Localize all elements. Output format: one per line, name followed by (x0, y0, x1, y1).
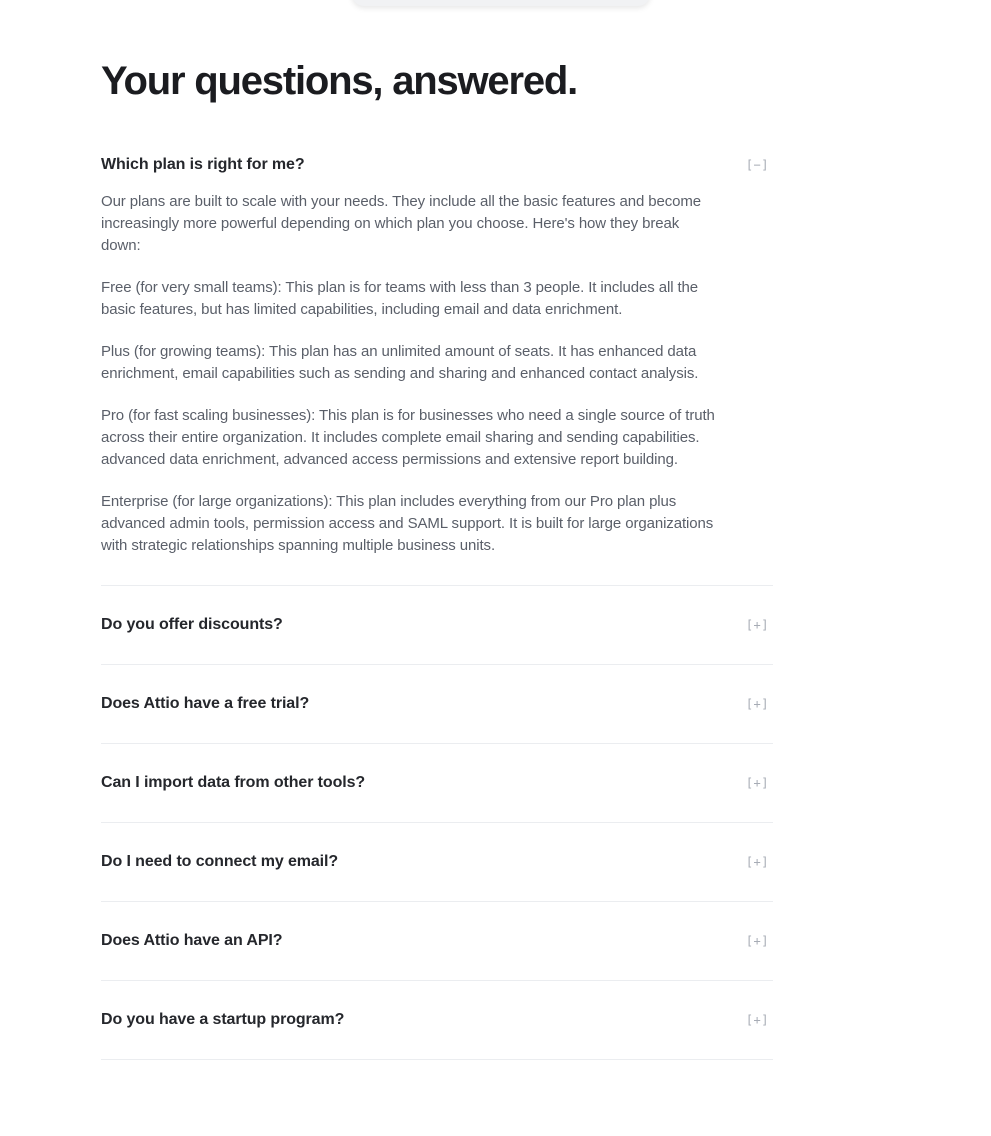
page-title: Your questions, answered. (101, 59, 578, 103)
faq-question: Which plan is right for me? (101, 156, 305, 173)
faq-question: Do you have a startup program? (101, 1011, 345, 1028)
faq-item-connect-email (101, 823, 773, 902)
faq-toggle-import-data[interactable] (101, 744, 773, 822)
faq-question: Can I import data from other tools? (101, 774, 366, 791)
answer-free-plan: Free (for very small teams): This plan is for teams with less than 3 people. It includes all the basic features, but has limited capabilities, including email and data enrichment. (101, 279, 699, 318)
expand-icon[interactable]: [+] (745, 618, 769, 632)
faq-item-discounts (101, 586, 773, 665)
expand-icon[interactable]: [+] (745, 855, 769, 869)
faq-toggle-which-plan[interactable] (101, 152, 773, 178)
faq-question: Do I need to connect my email? (101, 853, 339, 870)
faq-toggle-connect-email[interactable] (101, 823, 773, 901)
faq-answer (101, 191, 716, 585)
answer-plus-plan: Plus (for growing teams): This plan has an unlimited amount of seats. It has enhanced data enrichment, email capabilities such as sending and sharing and enhanced contact analysis. (101, 343, 699, 382)
faq-list (101, 152, 773, 1060)
expand-icon[interactable]: [+] (745, 697, 769, 711)
faq-question: Do you offer discounts? (101, 616, 283, 633)
faq-toggle-startup-program[interactable] (101, 981, 773, 1059)
faq-toggle-api[interactable] (101, 902, 773, 980)
answer-pro-plan: Pro (for fast scaling businesses): This plan is for businesses who need a single source of truth across their entire organization. It includes complete email sharing and sending capabilities. advanced data enrichment, advanced access permissions and extensive report building. (101, 407, 715, 468)
faq-toggle-discounts[interactable] (101, 586, 773, 664)
faq-toggle-free-trial[interactable] (101, 665, 773, 743)
faq-item-free-trial (101, 665, 773, 744)
expand-icon[interactable]: [+] (745, 934, 769, 948)
faq-item-startup-program (101, 981, 773, 1060)
faq-item-which-plan (101, 152, 773, 586)
answer-enterprise-plan: Enterprise (for large organizations): This plan includes everything from our Pro plan plus advanced admin tools, permission access and SAML support. It is built for large organizations with strategic relationships spanning multiple business units. (101, 493, 714, 554)
top-navigation-pill[interactable] (352, 0, 650, 6)
faq-question: Does Attio have an API? (101, 932, 283, 949)
faq-item-import-data (101, 744, 773, 823)
faq-section (101, 56, 773, 1060)
faq-question: Does Attio have a free trial? (101, 695, 310, 712)
answer-intro: Our plans are built to scale with your needs. They include all the basic features and become increasingly more powerful depending on which plan you choose. Here's how they break down: (101, 193, 702, 254)
faq-item-api (101, 902, 773, 981)
expand-icon[interactable]: [+] (745, 1013, 769, 1027)
collapse-icon[interactable]: [−] (745, 158, 769, 172)
expand-icon[interactable]: [+] (745, 776, 769, 790)
